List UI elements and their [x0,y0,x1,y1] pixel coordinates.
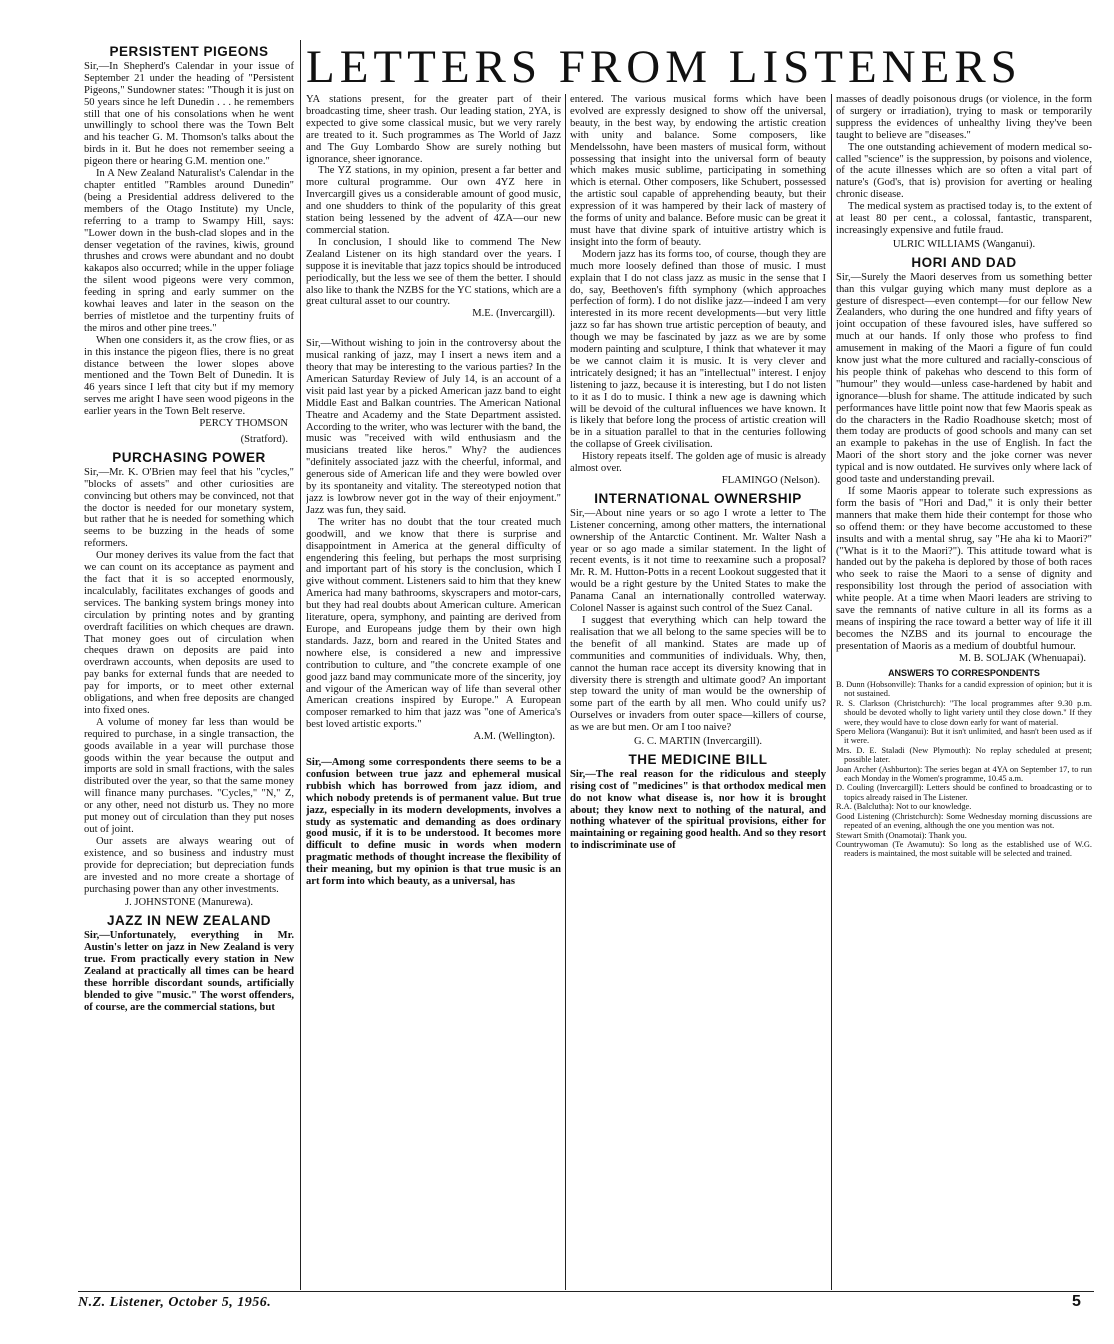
letter-paragraph: YA stations present, for the greater part of their broadcasting time, sheer trash. Our leading station, 2YA, is expected to give some classical music, but we very rarely are treated to it. Such programmes as The World of Jazz and The Guy Lombardo Show are surely nothing but ignorance, sheer ignorance. [306,94,561,165]
letter-paragraph: Modern jazz has its forms too, of course, though they are much more loosely defined than those of music. I must explain that I do not class jazz as music in the sense that I do, say, Beethoven's fifth symphony (which approaches perfection of form). I do not dislike jazz—indeed I am very interested in its more recent developments—but very little jazz so far has shown true artistic perception of beauty, and though we may be fascinated by jazz as we are by some modern painting and sculpture, I think that whatever it may be we cannot claim it is music. It is very clever and intricately designed; it has an "intellectual" interest. I enjoy listening to jazz, because it is interesting, but I do not listen to it as I do to music. I think a new age is dawning which will be devoid of the cultural influences we have known. It is likely that before long the process of artistic creation will be in a situation parallel to that in the centuries following the collapse of Greek civilisation. [570,248,826,451]
heading-answers: ANSWERS TO CORRESPONDENTS [888,667,1040,678]
letter-paragraph: Sir,—Without wishing to join in the controversy about the musical ranking of jazz, may I insert a news item and a theory that may be interesting to the various parties? In the American Saturday Review of July 14, is an account of a visit paid last year by a picked American jazz band to eight Middle East and Balkan countries. The American National Theatre and Academy and the State Department assisted. According to the writer, who was lecturer with the band, the music was "received with wild enthusiasm and the musicians treated like heros." Why? the audiences "definitely associated jazz with the cheerful, informal, and generous side of American life and they were bowled over by its spontaneity and vitality. The stereotyped notion that jazz is lowbrow never got in the way of their enjoyment." Jazz was fun, they said. [306,338,561,516]
letter-paragraph: Sir,—Unfortunately, everything in Mr. Austin's letter on jazz in New Zealand is very true. From practically every station in New Zealand at practically all times can be heard these horrible discordant sounds, artificially blended to give "music." The worst offenders, of course, are the commercial stations, but [84,930,294,1013]
footer-issue-date: N.Z. Listener, October 5, 1956. [78,1295,272,1310]
page-number: 5 [1072,1293,1081,1310]
column-1 [84,40,294,1290]
column-4 [836,94,1092,1294]
letter-paragraph: The writer has no doubt that the tour created much goodwill, and we know that there is surprise and disappointment in America at the general difficulty of engendering this feeling, but perhaps the most surprising and important part of his story is the conclusion, which I give without comment. Listeners said to him that they knew America had many bathrooms, skyscrapers and motor-cars, but they had real doubts about American culture. American literature, opera, symphony, and painting are derived from Europe, and Europeans judge them by their own high standards. Jazz, born and reared in the United States and nowhere else, is considered a new and impressive contribution to culture, and "the concrete example of one good jazz band may communicate more of the sincerity, joy and vigour of the American way of life than several other American creations inspired by Europe." A European composer remarked to him that jazz was "one of America's best loved artistic exports." [306,516,561,731]
masthead-title: LETTERS FROM LISTENERS [306,41,1022,93]
answer-item: Good Listening (Christchurch): Some Wednesday morning discussions are repeated of an evening, although the one you mention was not. [836,811,1092,831]
letter-paragraph: Sir,—In Shepherd's Calendar in your issue of September 21 under the heading of "Persistent Pigeons," Sundowner states: "Though it is just on 50 years since he left Dunedin . . . he remembers still that one of his consolations when he went unwillingly to school there was the Town Belt and his teacher G. M. Thomson's talks about the birds in it. But he does not remember seeing a pigeon there or hearing G.M. mention one." [84,60,294,168]
column-2 [306,94,561,1294]
answer-item: B. Dunn (Hobsonville): Thanks for a candid expression of opinion; but it is not sustained. [836,680,1092,699]
answer-item: Countrywoman (Te Awamutu): So long as the established use of W.G. readers is maintained, the most suitable will be selected and trained. [836,839,1092,859]
column-3 [570,94,826,1294]
heading-purchasing-power: PURCHASING POWER [112,449,266,465]
column-rule [831,94,832,1290]
letter-paragraph: A volume of money far less than would be required to purchase, in a single transaction, the goods available in a year will purchase those goods within the year because the output and imports are sold in small fractions, with the sales distributed over the year, so that the same money will finance many purchases. "Cycles," "N," Z, or any other, need not disturb us. They no more put money out of circulation than they put noses out of joint. [84,716,294,835]
signature: M.E. (Invercargill). [472,308,555,320]
letter-paragraph: The one outstanding achievement of modern medical so-called "science" is the suppression, by poisons and violence, of the acute illnesses which are so often a vital part of nature's (God's, that is) provision for averting or healing chronic disease. [836,141,1092,201]
letter-paragraph: Sir,—Surely the Maori deserves from us something better than this vulgar guying which many must deplore as a gesture of disrespect—even contempt—for our fellow New Zealanders, who during the one hundred and fifty years of joint occupation of these favoured isles, have suffered so much at our hands. If only those who profess to find amusement in making of the Maori a figure of fun could know just what the more cultured and racially-conscious of his people think of pakehas who descend to this form of "humour" they would—unless case-hardened by habit and ignorance—blush for shame. The attitude indicated by such performances have little point now that few Maoris speak as do the characters in the Radio Roadhouse sketch; most of them today are products of good schools and many can set an example to pakehas in the use of English. In fact the Maori of the short story and the joke corner was never typical and is now outdated. He survives only where lack of good taste and understanding prevail. [836,271,1092,486]
heading-jazz-in-new-zealand: JAZZ IN NEW ZEALAND [107,913,271,929]
column-rule [565,94,566,1290]
letter-paragraph: entered. The various musical forms which have been evolved are expressly designed to show off the universal, beauty, in the best way, by endowing the artistic creation with unity and balance. Some composers, like Mendelssohn, have been masters of musical form, without possessing that insight into the universal form of beauty which makes music sublime, participating in something which is eternal. Other composers, like Schubert, possessed the artistic soul capable of apprehending beauty, but their expression of it was hampered by their lack of mastery of the forms of unity and balance. Before music can be great it must have that divine spark of intuitive artistry which is insight into the form of beauty. [570,94,826,248]
signature: FLAMINGO (Nelson). [721,475,820,486]
letter-paragraph: masses of deadly poisonous drugs (or violence, in the form of surgery or irradiation), trying to mask or temporarily suppress the evidences of unhealthy living they've been taught to believe are "diseases." [836,94,1092,141]
answer-item: Stewart Smith (Onamotai): Thank you. [836,830,967,840]
letter-paragraph: When one considers it, as the crow flies, or as in this instance the pigeon flies, there is no great distance between the lower slopes above mentioned and the Town Belt of Dunedin. It is 46 years since I left that city but if my memory serves me aright I have seen wood pigeons in the earlier years in the Town Belt reserve. [84,334,294,418]
answer-item: Joan Archer (Ashburton): The series began at 4YA on September 17, to run each Monday in the Women's programme, 10.45 a.m. [836,764,1092,784]
heading-medicine-bill: THE MEDICINE BILL [628,751,768,767]
letter-paragraph: If some Maoris appear to tolerate such expressions as form the basis of "Hori and Dad," it is only their better manners that make them hide their contempt for those who so offend them: or they have become accustomed to these insults and with a mental shrug, say "He aha ki to Maori?" ("What is it to the Maori?"). This attitude toward what is handed out by the pakeha is deplored by those of both races who seek to raise the Maori to a sense of dignity and responsibility lost through the period of association with white people. At a time when Maori leaders are striving to save the remnants of native culture in all its forms as a means of inspiring the race toward a better way of life it ill becomes the NZBS and its journal to encourage the presentation of Maoris as a medium of doubtful humour. [836,486,1092,652]
signature: ULRIC WILLIAMS (Wanganui). [892,238,1036,250]
column-rule [300,40,301,1290]
signature: PERCY THOMSON [199,418,288,430]
footer-rule [78,1291,1094,1292]
letter-paragraph: In conclusion, I should like to commend The New Zealand Listener on its high standard over the years. I suppose it is inevitable that jazz topics should be introduced periodically, but the less we see of them the better. I should also like to thank the NZBS for the YC stations, which are a great cultural asset to our country. [306,236,561,308]
answer-item: Spero Meliora (Wanganui): But it isn't unlimited, and hasn't been used as if it were. [836,727,1092,746]
heading-persistent-pigeons: PERSISTENT PIGEONS [109,44,269,59]
letter-paragraph: The YZ stations, in my opinion, present a far better and more cultural programme. Our own 4YZ here in Invercargill gives us a considerable amount of good music, and one shudders to think of the popularity of this great station being lessened by the advent of 4ZA—our new commercial station. [306,165,561,236]
signature: G. C. MARTIN (Invercargill). [633,736,763,748]
signature: A.M. (Wellington). [473,731,555,743]
answer-item: R.A. (Balclutha): Not to our knowledge. [836,802,972,812]
letter-paragraph: I suggest that everything which can help toward the realisation that we all belong to the same species will be to the benefit of all mankind. States are made up of communities and communities of individuals. Why, then, cannot the human race accept its diversity knowing that in diversity there is strength and ultimate good? An important step toward the unity of man would be the ownership of some part of the earth by all men. Who could unify us? Ourselves or invaders from outer space—killers of course, as we are but men. Or am I too naive? [570,614,826,734]
answer-item: Mrs. D. E. Staladi (New Plymouth): No replay scheduled at present; possible later. [836,745,1092,765]
answers-to-correspondents [836,669,1092,859]
letter-paragraph: Our money derives its value from the fact that we can count on its acceptance as payment and the fact that it is so accepted enormously, incalculably, facilitates exchanges of goods and services. The banking system brings money into circulation by printing notes and by granting overdraft facilities on which cheques are drawn. That money goes out of circulation when cheques drawn on deposits are paid into overdrawn accounts, when deposits are used to pay banks for external funds that are needed to pay for imports, or to meet other external obligations, and when free deposits are changed into fixed ones. [84,550,294,716]
heading-hori-and-dad: HORI AND DAD [911,254,1017,270]
signature-location: (Stratford). [240,434,288,445]
letter-paragraph: Sir,—Among some correspondents there seems to be a confusion between true jazz and ephemeral musical rubbish which has borrowed from jazz idiom, and which nobody pretends is of permanent value. But true jazz, especially in its modern developments, involves a study as systematic and demanding as does ordinary good music, if it is to be understood. It becomes more difficult to define music in words when modern pragmatic methods of thought increase the flexibility of their meaning, but my opinion is that true music is an art form into which beauty, as a universal, has [306,757,561,888]
heading-international-ownership: INTERNATIONAL OWNERSHIP [594,490,802,506]
letter-paragraph: Sir,—The real reason for the ridiculous and steeply rising cost of "medicines" is that orthodox medical men do not know what disease is, nor how it is brought about; they know next to nothing of the natural, and nothing whatever of the spiritual provisions, either for maintaining or regaining good health. And so they resort to indiscriminate use of [570,768,826,852]
letter-paragraph: The medical system as practised today is, to the extent of at least 80 per cent., a colossal, fantastic, transparent, increasingly expensive and futile fraud. [836,201,1092,236]
answer-item: R. S. Clarkson (Christchurch): "The local programmes after 9.30 p.m. should be devoted wholly to light variety until they close down." If they were, they would have to close down early for want of material. [836,698,1092,727]
letter-paragraph: Sir,—Mr. K. O'Brien may feel that his "cycles," "blocks of assets" and other curiosities are convincing but others may be convinced, not that the doctor is needed for our monetary system, but rather that he is needed for something which seems to be buzzing in the heads of some reformers. [84,466,294,550]
signature: J. JOHNSTONE (Manurewa). [124,897,254,909]
letter-paragraph: In A New Zealand Naturalist's Calendar in the chapter entitled "Rambles around Dunedin" (being a Presidential address delivered to the members of the Otago Institute) my Uncle, referring to a tramp to Swampy Hill, says: "Lower down in the bush-clad slopes and in the denser vegetation of the ravines, kiwis, ground thrushes and crows were abundant and no doubt kakapos also occurred; while in the upper foliage the silent wood pigeons were very common, feeding in spring and early summer on the kowhai leaves and later in the season on the berries of mistletoe and the turpentiny fruits of the miros and other pine trees." [84,168,294,334]
letter-paragraph: Sir,—About nine years or so ago I wrote a letter to The Listener concerning, among other matters, the international ownership of the Antarctic Continent. Mr. Walter Nash a year or so ago made a similar statement. In the light of recent events, is it not time to reexamine such a proposal? Mr. R. M. Hutton-Potts in a recent Lookout suggested that it would be a right gesture by the United States to make the Panama Canal an internationally controlled waterway. Colonel Nasser is against such control of the Suez Canal. [570,507,826,615]
signature: M. B. SOLJAK (Whenuapai). [958,652,1086,664]
letter-paragraph: History repeats itself. The golden age of music is already almost over. [570,451,826,475]
letter-paragraph: Our assets are always wearing out of existence, and so business and industry must provide for depreciation; but depreciation funds are invested and no more create a shortage of purchasing power than any other investments. [84,835,294,895]
answer-item: D. Couling (Invercargill): Letters should be confined to broadcasting or to topics already raised in The Listener. [836,783,1092,802]
